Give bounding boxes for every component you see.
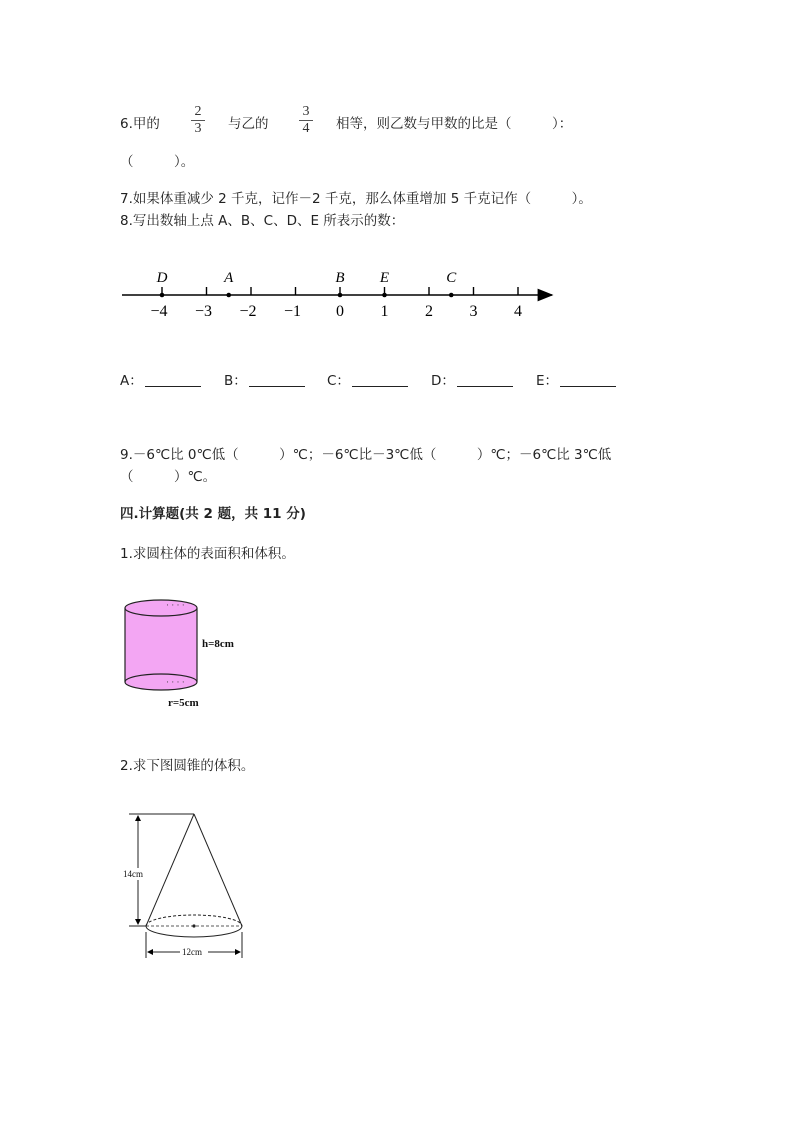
answer-d — [431, 369, 513, 389]
q6-part1: 6.甲的 — [120, 116, 160, 132]
answer-c-label: C： — [327, 373, 350, 389]
number-line-tick-label: 3 — [469, 303, 478, 320]
cone-height-label: 14cm — [123, 869, 143, 879]
answer-e-blank[interactable] — [560, 373, 616, 387]
number-line-point-label-b: B — [335, 270, 345, 286]
answer-a — [120, 369, 201, 389]
answer-b — [224, 369, 305, 389]
cylinder-top-dots: · · · · — [166, 600, 185, 610]
cone-base-front — [146, 926, 242, 937]
answer-e-label: E： — [536, 373, 559, 389]
q6-frac1-numerator: 2 — [194, 104, 202, 119]
cone-left-slant — [146, 814, 194, 926]
number-line-tick-label: −4 — [150, 303, 168, 320]
answer-a-label: A： — [120, 373, 143, 389]
q8-text: 8.写出数轴上点 A、B、C、D、E 所表示的数： — [120, 213, 405, 229]
q6-line2: （ ）。 — [120, 154, 195, 170]
cone-right-slant — [194, 814, 242, 926]
cylinder-body — [125, 608, 197, 682]
number-line-tick-label: 2 — [425, 303, 433, 320]
answer-d-label: D： — [431, 373, 455, 389]
q6-part3: 相等，则乙数与甲数的比是（ ）： — [336, 116, 573, 132]
answer-d-blank[interactable] — [457, 373, 513, 387]
cylinder-height-label: h=8cm — [202, 638, 234, 650]
answer-c-blank[interactable] — [352, 373, 408, 387]
number-line-point-a — [226, 293, 231, 298]
q9-line2: （ ）℃。 — [120, 469, 217, 485]
q6-frac1-denominator: 3 — [194, 121, 202, 136]
answer-c — [327, 369, 408, 389]
number-line-tick-label: −3 — [194, 303, 213, 320]
number-line-point-e — [382, 293, 387, 298]
number-line-tick-label: −1 — [283, 303, 302, 320]
q6-fraction-2 — [296, 104, 316, 137]
cone-base-center — [192, 924, 195, 927]
number-line-point-d — [160, 293, 165, 298]
q6-frac2-denominator: 4 — [302, 121, 310, 136]
number-line-tick-label: 1 — [380, 303, 389, 320]
number-line-point-label-a: A — [224, 270, 234, 286]
answer-b-label: B： — [224, 373, 247, 389]
cylinder-bottom-dots: · · · · — [166, 677, 185, 687]
number-line-tick-label: 4 — [514, 303, 522, 320]
number-line-point-b — [338, 293, 343, 298]
q6-fraction-1 — [188, 104, 208, 137]
number-line-point-label-c: C — [446, 270, 457, 286]
cylinder-figure — [118, 594, 258, 716]
answer-b-blank[interactable] — [249, 373, 305, 387]
calc1-text: 1.求圆柱体的表面积和体积。 — [120, 546, 295, 562]
number-line-point-c — [449, 293, 454, 298]
calc2-text: 2.求下图圆锥的体积。 — [120, 758, 255, 774]
cone-diameter-label: 12cm — [182, 947, 202, 957]
cone-figure — [118, 806, 258, 968]
section-4-heading: 四.计算题(共 2 题，共 11 分) — [120, 506, 306, 522]
number-line-point-label-e: E — [379, 270, 390, 286]
number-line-point-label-d: D — [156, 270, 168, 286]
q6-frac2-numerator: 3 — [302, 104, 310, 119]
q6-part2: 与乙的 — [228, 116, 269, 132]
cylinder-bottom-face — [125, 674, 197, 690]
q7-text: 7.如果体重减少 2 千克，记作－2 千克，那么体重增加 5 千克记作（ ）。 — [120, 191, 592, 207]
number-line — [118, 262, 562, 326]
cylinder-top-face — [125, 600, 197, 616]
number-line-tick-label: 0 — [336, 303, 344, 320]
answer-a-blank[interactable] — [145, 373, 201, 387]
q9-line1: 9.－6℃比 0℃低（ ）℃；－6℃比－3℃低（ ）℃；－6℃比 3℃低 — [120, 447, 612, 463]
cone-base-back — [146, 915, 242, 926]
cylinder-radius-label: r=5cm — [168, 697, 199, 709]
number-line-tick-label: −2 — [239, 303, 257, 320]
answer-e — [536, 369, 616, 389]
